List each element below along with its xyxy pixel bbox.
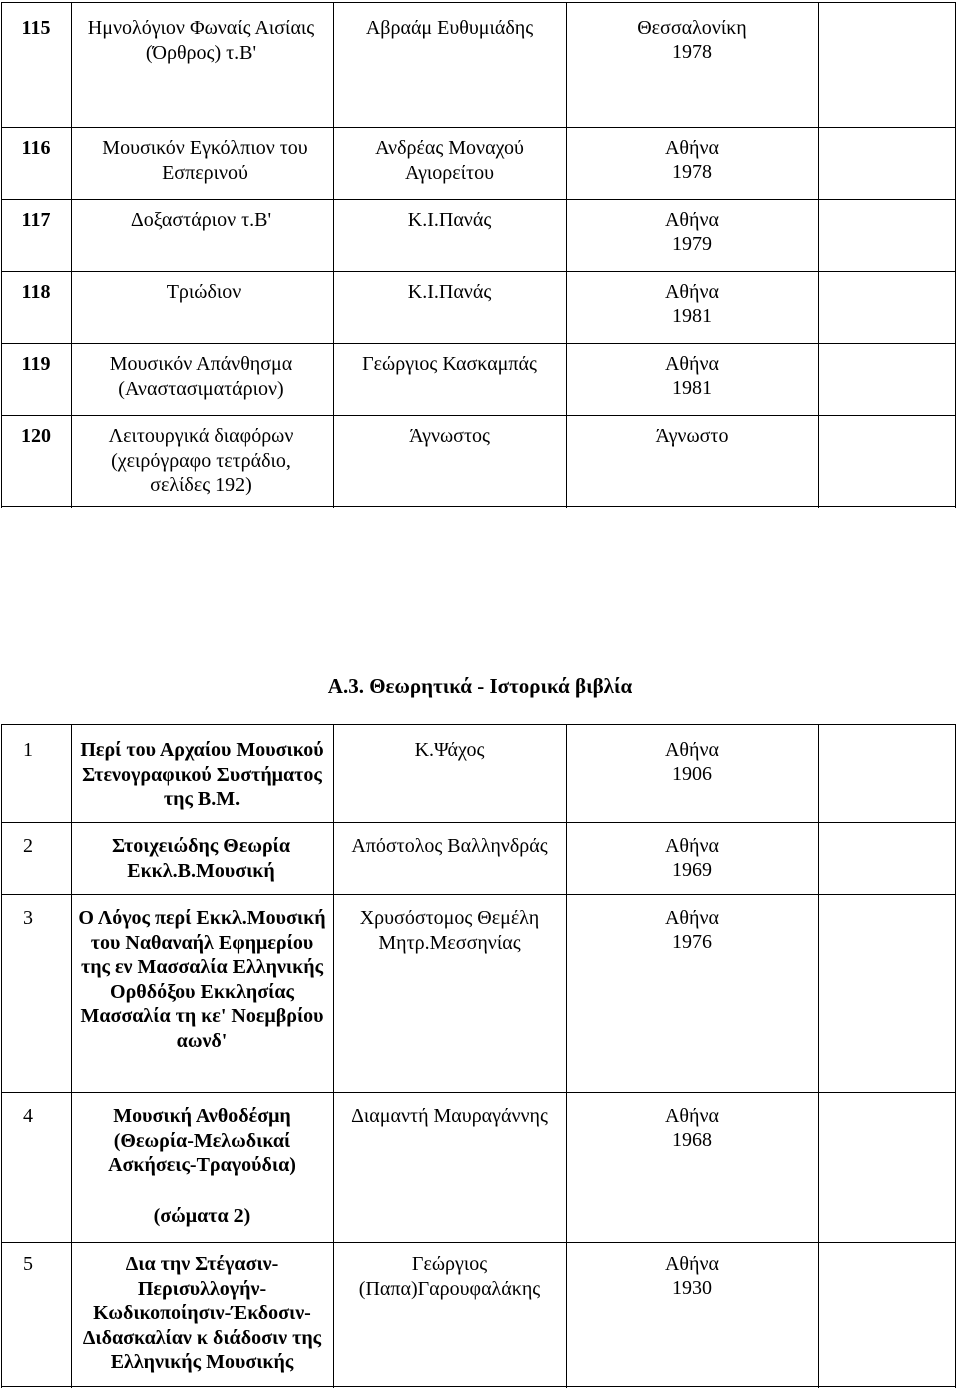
books-table-2 [1, 724, 956, 1388]
book-title: Μουσικόν Απάνθησμα (Αναστασιματάριον) [109, 353, 293, 400]
publication-year: 1978 [672, 41, 712, 63]
row-divider [1, 199, 956, 200]
book-author: Άγνωστος [409, 425, 490, 447]
column-divider [818, 724, 819, 1388]
row-divider [1, 1242, 956, 1243]
row-divider [1, 127, 956, 128]
publication-city: Αθήνα [664, 739, 719, 761]
publication-year: 1979 [672, 233, 712, 255]
books-table-1 [1, 2, 956, 508]
table-border [1, 506, 956, 507]
row-number: 119 [21, 353, 51, 375]
row-divider [1, 271, 956, 272]
book-author: Ανδρέας Μοναχού Αγιορείτου [375, 137, 524, 184]
table-border [1, 2, 956, 3]
publication-year: 1981 [672, 305, 712, 327]
publication-city: Άγνωστο [655, 425, 729, 447]
row-number: 118 [21, 281, 51, 303]
publication-year: 1976 [672, 931, 712, 953]
row-number: 4 [23, 1105, 33, 1127]
table-border [955, 2, 956, 508]
column-divider [71, 2, 72, 508]
row-number: 116 [21, 137, 51, 159]
column-divider [818, 2, 819, 508]
table-border [1, 724, 2, 1388]
publication-year: 1981 [672, 377, 712, 399]
book-title: Λειτουργικά διαφόρων (χειρόγραφο τετράδιο, σελίδες 192) [108, 425, 294, 496]
book-author: Κ.Ψάχος [414, 739, 485, 761]
column-divider [71, 724, 72, 1388]
publication-city: Αθήνα [664, 835, 719, 857]
book-author: Κ.Ι.Πανάς [407, 209, 492, 231]
publication-city: Αθήνα [664, 1253, 719, 1275]
publication-year: 1978 [672, 161, 712, 183]
table-border [955, 724, 956, 1388]
row-divider [1, 894, 956, 895]
book-title: Ημνολόγιον Φωναίς Αισίαις (Όρθρος) τ.Β' [87, 17, 315, 64]
book-author: Γεώργιος Κασκαμπάς [362, 353, 537, 375]
row-number: 117 [21, 209, 51, 231]
table-border [1, 724, 956, 725]
row-divider [1, 1092, 956, 1093]
publication-city: Αθήνα [664, 209, 719, 231]
publication-city: Αθήνα [664, 353, 719, 375]
row-divider [1, 822, 956, 823]
column-divider [333, 724, 334, 1388]
book-title: Περί του Αρχαίου Μουσικού Στενογραφικού Συστήματος της Β.Μ. [80, 739, 324, 810]
publication-year: 1906 [672, 763, 712, 785]
publication-city: Αθήνα [664, 137, 719, 159]
book-author: Κ.Ι.Πανάς [407, 281, 492, 303]
book-author: Διαμαντή Μαυραγάννης [351, 1105, 548, 1127]
publication-city: Αθήνα [664, 1105, 719, 1127]
table-border [1, 1386, 956, 1387]
book-note: (σώματα 2) [153, 1205, 251, 1227]
publication-year: 1968 [672, 1129, 712, 1151]
book-title: Μουσικόν Εγκόλπιον του Εσπερινού [102, 137, 308, 184]
publication-city: Αθήνα [664, 281, 719, 303]
publication-city: Αθήνα [664, 907, 719, 929]
book-title: Δοξαστάριον τ.Β' [130, 209, 272, 231]
book-title: Ο Λόγος περί Εκκλ.Μουσική του Ναθαναήλ Εφημερίου της εν Μασσαλία Ελληνικής Ορθδόξου Εκκλησίας Μασσαλία τη κε' Νοεμβρίου αωνδ' [78, 907, 326, 1052]
book-author: Γεώργιος (Παπα)Γαρουφαλάκης [358, 1253, 541, 1300]
book-title: Μουσική Ανθοδέσμη (Θεωρία-Μελωδικαί Ασκήσεις-Τραγούδια) [108, 1105, 296, 1176]
row-number: 3 [23, 907, 33, 929]
book-title: Στοιχειώδης Θεωρία Εκκλ.Β.Μουσική [111, 835, 291, 882]
row-number: 2 [23, 835, 33, 857]
row-number: 115 [21, 17, 51, 39]
row-number: 5 [23, 1253, 33, 1275]
book-author: Χρυσόστομος Θεμέλη Μητρ.Μεσσηνίας [359, 907, 540, 954]
row-divider [1, 415, 956, 416]
publication-year: 1969 [672, 859, 712, 881]
book-title: Τριώδιον [166, 281, 242, 303]
publication-year: 1930 [672, 1277, 712, 1299]
book-title: Δια την Στέγασιν-Περισυλλογήν-Κωδικοποίησιν-Έκδοσιν-Διδασκαλίαν κ διάδοσιν της Ελληνικής Μουσικής [82, 1253, 322, 1373]
row-number: 120 [21, 425, 51, 447]
book-author: Απόστολος Βαλληνδράς [351, 835, 548, 857]
row-number: 1 [23, 739, 33, 761]
book-author: Αβραάμ Ευθυμιάδης [365, 17, 534, 39]
publication-city: Θεσσαλονίκη [637, 17, 747, 39]
row-divider [1, 343, 956, 344]
section-heading: Α.3. Θεωρητικά - Ιστορικά βιβλία [327, 674, 633, 698]
